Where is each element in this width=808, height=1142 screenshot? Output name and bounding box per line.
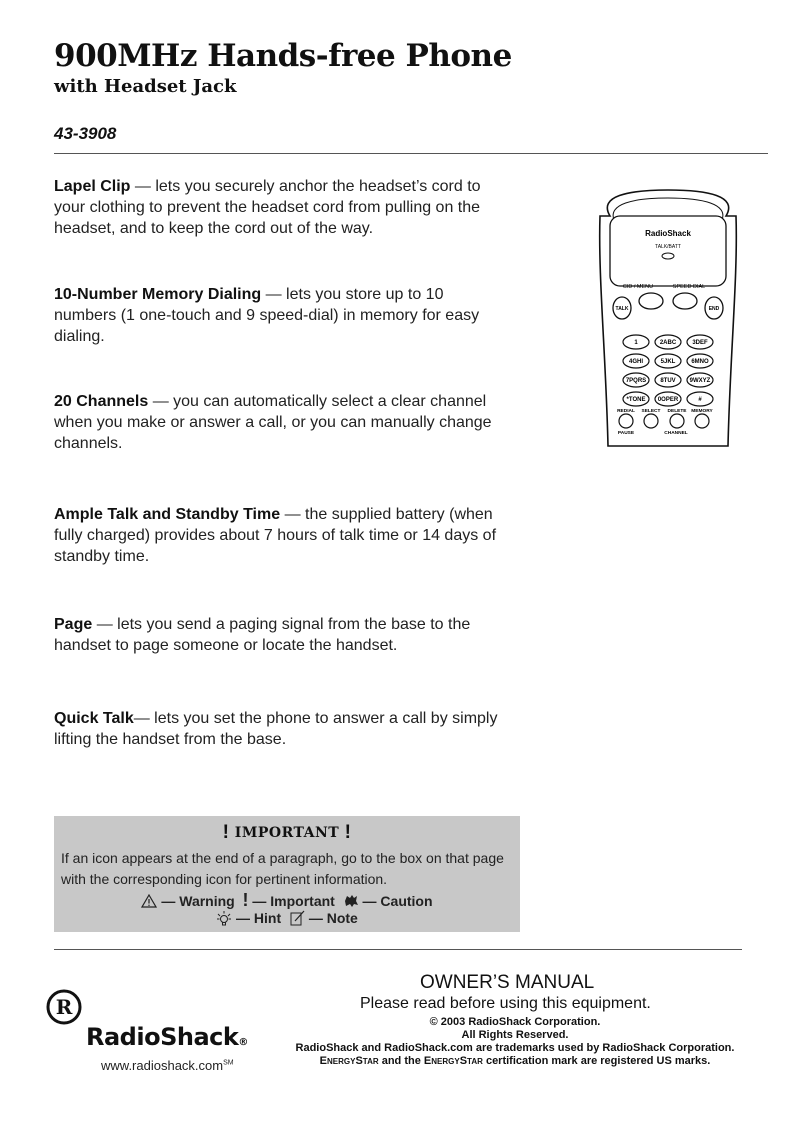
feature-channels: 20 Channels — you can automatically select a clear channel when you make or answer a call, or you can manually change channels. [54, 393, 492, 452]
svg-text:4GHI: 4GHI [628, 359, 644, 365]
phone-screen-area [610, 216, 726, 286]
trademark-text: RadioShack and RadioShack.com are trademarks used by RadioShack Corporation. [295, 1042, 735, 1054]
feature-page: Page — lets you send a paging signal from the base to the handset to page someone or locate the handset. [54, 616, 471, 654]
note-icon [289, 910, 305, 926]
select-button[interactable] [644, 414, 658, 428]
copyright-text: © 2003 RadioShack Corporation. [429, 1016, 601, 1028]
svg-text:#: # [698, 397, 702, 403]
svg-text:2ABC: 2ABC [659, 340, 677, 346]
svg-text:END: END [708, 306, 720, 312]
important-icon: ! [242, 890, 249, 910]
cid-menu-button[interactable] [639, 293, 663, 309]
svg-text:5JKL: 5JKL [660, 359, 676, 365]
feature-memory-dialing: 10-Number Memory Dialing — lets you store up to 10 numbers (1 one-touch and 9 speed-dial) in memory for easy dialing. [54, 286, 480, 345]
page-title: 900MHz Hands-free Phone [54, 38, 512, 74]
svg-text:9WXYZ: 9WXYZ [689, 378, 711, 384]
pause-label: PAUSE [617, 431, 635, 436]
redial-button[interactable] [619, 414, 633, 428]
feature-lapel-clip: Lapel Clip — lets you securely anchor the headset’s cord to your clothing to prevent the headset cord from pulling on the headset, and to keep the cord out of the way. [54, 178, 481, 237]
caution-icon [343, 894, 359, 908]
radioshack-logo-mark [46, 989, 82, 1025]
owners-manual-title: OWNER’S MANUAL [420, 972, 595, 993]
speed-dial-button[interactable] [673, 293, 697, 309]
page-subtitle: with Headset Jack [54, 76, 237, 97]
speed-dial-label: SPEED DIAL [672, 284, 706, 290]
note-label: — Note [308, 910, 358, 927]
hint-icon [216, 910, 232, 926]
bottom-divider [54, 949, 742, 950]
svg-text:R: R [55, 995, 73, 1019]
delete-button[interactable] [670, 414, 684, 428]
svg-text:*TONE: *TONE [626, 397, 646, 403]
rights-text: All Rights Reserved. [461, 1029, 569, 1041]
talk-batt-led [662, 253, 674, 259]
top-divider [54, 153, 768, 154]
delete-label: DELETE [667, 409, 687, 414]
phone-illustration [588, 186, 748, 456]
important-body: If an icon appears at the end of a paragraph, go to the box on that page with the corresponding icon for pertinent information. [61, 850, 504, 887]
icon-legend-row-2 [54, 909, 520, 926]
important-icon: ! [222, 822, 230, 843]
svg-text:7PQRS: 7PQRS [625, 378, 647, 384]
radioshack-logo: RadioShack® [86, 1023, 248, 1051]
warning-label: — Warning [161, 892, 235, 909]
memory-button[interactable] [695, 414, 709, 428]
select-label: SELECT [641, 409, 661, 414]
important-icon: ! [344, 822, 352, 843]
please-read-text: Please read before using this equipment. [360, 995, 651, 1012]
svg-text:8TUV: 8TUV [660, 378, 676, 384]
talk-batt-label: TALK/BATT [655, 244, 681, 250]
important-box [54, 816, 520, 932]
cid-menu-label: CID / MENU [622, 284, 654, 290]
website-link[interactable]: www.radioshack.com℠ [101, 1058, 234, 1073]
channel-label: CHANNEL [664, 431, 688, 436]
phone-brand: RadioShack [645, 229, 691, 238]
memory-label: MEMORY [691, 409, 713, 414]
hint-label: — Hint [236, 910, 282, 927]
svg-text:0OPER: 0OPER [657, 397, 679, 403]
redial-label: REDIAL [617, 409, 635, 414]
svg-text:TALK: TALK [615, 306, 629, 312]
svg-text:6MNO: 6MNO [691, 359, 709, 365]
svg-text:3DEF: 3DEF [692, 340, 708, 346]
important-heading: ! IMPORTANT ! [222, 822, 352, 843]
warning-icon [141, 894, 157, 908]
energystar-text: ENERGYSTAR and the ENERGYSTAR certification mark are registered US marks. [319, 1055, 711, 1067]
feature-talk-standby: Ample Talk and Standby Time — the supplied battery (when fully charged) provides about 7 hours of talk time or 14 days of standby time. [54, 506, 497, 565]
feature-quick-talk: Quick Talk— lets you set the phone to answer a call by simply lifting the handset from the base. [54, 710, 498, 748]
important-label: — Important [252, 892, 335, 909]
model-number: 43-3908 [54, 124, 117, 143]
svg-text:1: 1 [634, 340, 638, 346]
icon-legend-row-1 [54, 890, 520, 911]
caution-label: — Caution [362, 892, 433, 909]
